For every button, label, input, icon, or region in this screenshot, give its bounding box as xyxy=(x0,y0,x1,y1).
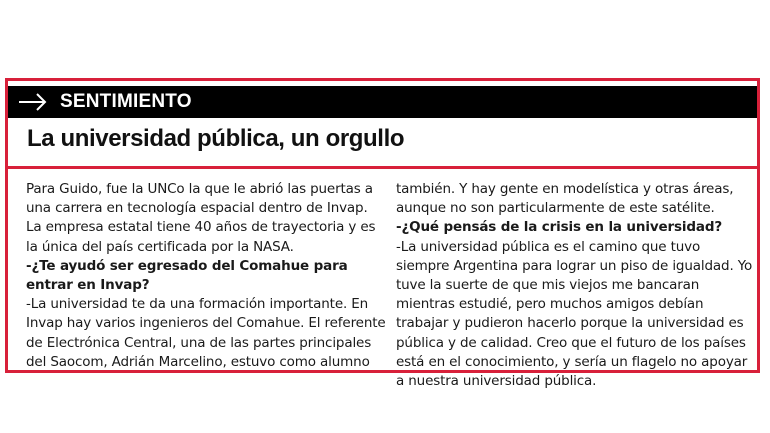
interview-question: -¿Te ayudó ser egresado del Comahue para entrar en Invap? xyxy=(26,257,348,294)
body-column-left xyxy=(26,180,386,372)
body-column-right xyxy=(396,180,756,391)
interview-answer: -La universidad pública es el camino que tuvo siempre Argentina para lograr un piso de igualdad. Yo tuve la suerte de que mis viejos me bancaran mientras estudié, pero muchos amigos debían trabajar y pudieron hacerlo porque la universidad es pública y de calidad. Creo que el futuro de los países está en el conocimiento, y sería un flagelo no apoyar a nuestra universidad pública. xyxy=(396,238,753,390)
article-title: La universidad pública, un orgullo xyxy=(27,125,405,152)
arrow-right-icon xyxy=(18,92,48,112)
paragraph: también. Y hay gente en modelística y otras áreas, aunque no son particularmente de este satélite. xyxy=(396,181,734,217)
article-box xyxy=(5,78,760,390)
section-label: SENTIMIENTO xyxy=(60,91,192,112)
interview-question: -¿Qué pensás de la crisis en la universidad? xyxy=(396,219,723,236)
interview-answer: -La universidad te da una formación importante. En Invap hay varios ingenieros del Comahue. El referente de Electrónica Central, una de las partes principales del Saocom, Adrián Marcelino, estuvo como alumno xyxy=(26,296,386,370)
paragraph: Para Guido, fue la UNCo la que le abrió las puertas a una carrera en tecnología espacial dentro de Invap. La empresa estatal tiene 40 años de trayectoria y es la única del país certificada por la NASA. xyxy=(26,181,376,255)
section-header xyxy=(8,86,757,118)
title-divider xyxy=(8,166,757,169)
